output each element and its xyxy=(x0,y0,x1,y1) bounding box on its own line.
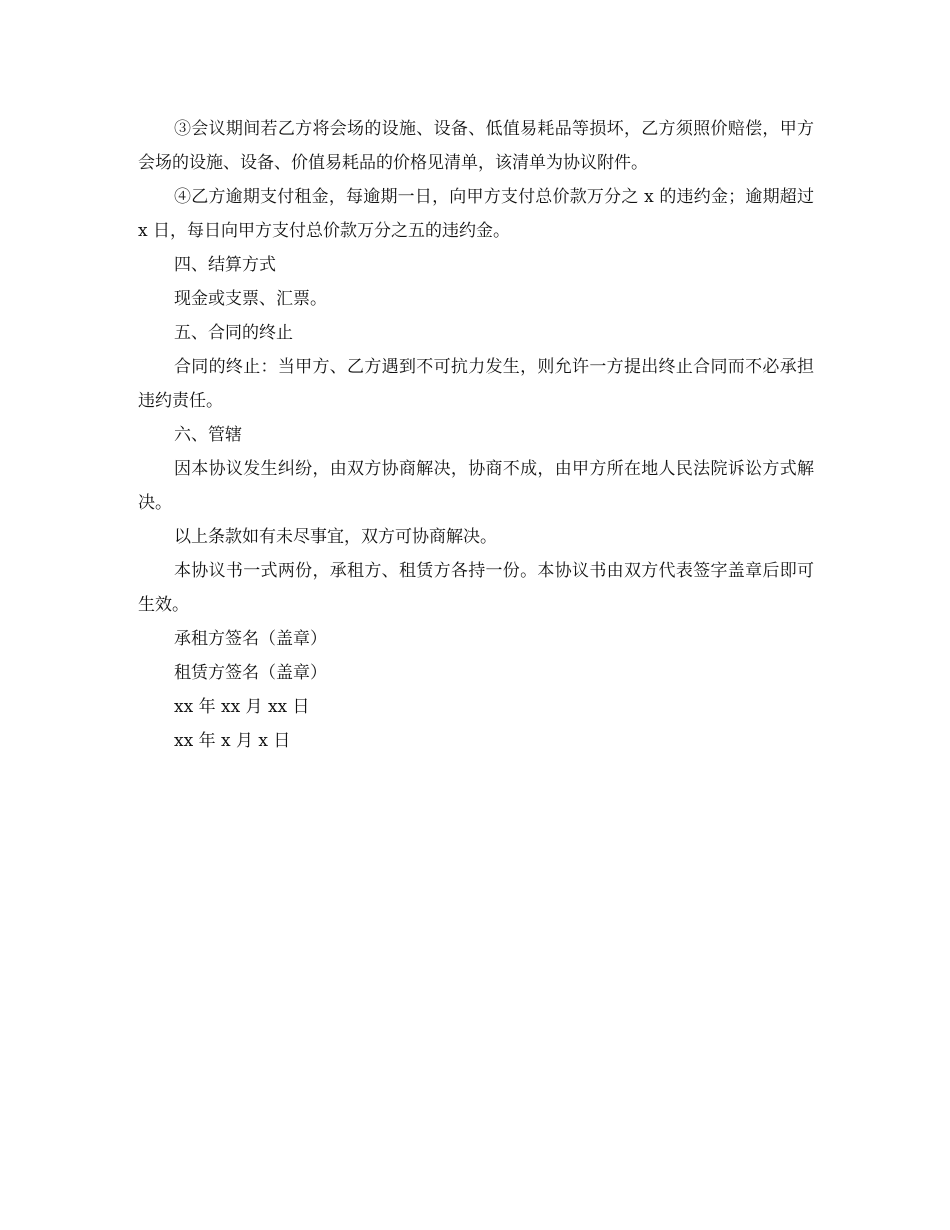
lessor-signature-line: 租赁方签名（盖章） xyxy=(174,663,327,683)
section-heading-jurisdiction: 六、管辖 xyxy=(174,425,242,445)
jurisdiction-text: 因本协议发生纠纷，由双方协商解决，协商不成，由甲方所在地人民法院诉讼方式解决。 xyxy=(138,459,814,513)
termination-text: 合同的终止：当甲方、乙方遇到不可抗力发生，则允许一方提出终止合同而不必承担违约责任。 xyxy=(138,357,814,411)
copies-effect-text: 本协议书一式两份，承租方、租赁方各持一份。本协议书由双方代表签字盖章后即可生效。 xyxy=(138,561,814,615)
clause-damage-compensation: ③会议期间若乙方将会场的设施、设备、低值易耗品等损坏，乙方须照价赔偿，甲方会场的设施、设备、价值易耗品的价格见清单，该清单为协议附件。 xyxy=(138,119,814,173)
settlement-method-text: 现金或支票、汇票。 xyxy=(174,289,327,309)
lessee-signature-line: 承租方签名（盖章） xyxy=(174,629,327,649)
section-heading-termination: 五、合同的终止 xyxy=(174,323,293,343)
date-line-2: xx 年 x 月 x 日 xyxy=(174,731,291,751)
section-heading-settlement: 四、结算方式 xyxy=(174,255,276,275)
unresolved-matters-text: 以上条款如有未尽事宜，双方可协商解决。 xyxy=(174,527,497,547)
document-body xyxy=(138,112,814,758)
date-line-1: xx 年 xx 月 xx 日 xyxy=(174,697,310,717)
clause-late-payment: ④乙方逾期支付租金，每逾期一日，向甲方支付总价款万分之 x 的违约金；逾期超过 x 日，每日向甲方支付总价款万分之五的违约金。 xyxy=(138,187,814,241)
